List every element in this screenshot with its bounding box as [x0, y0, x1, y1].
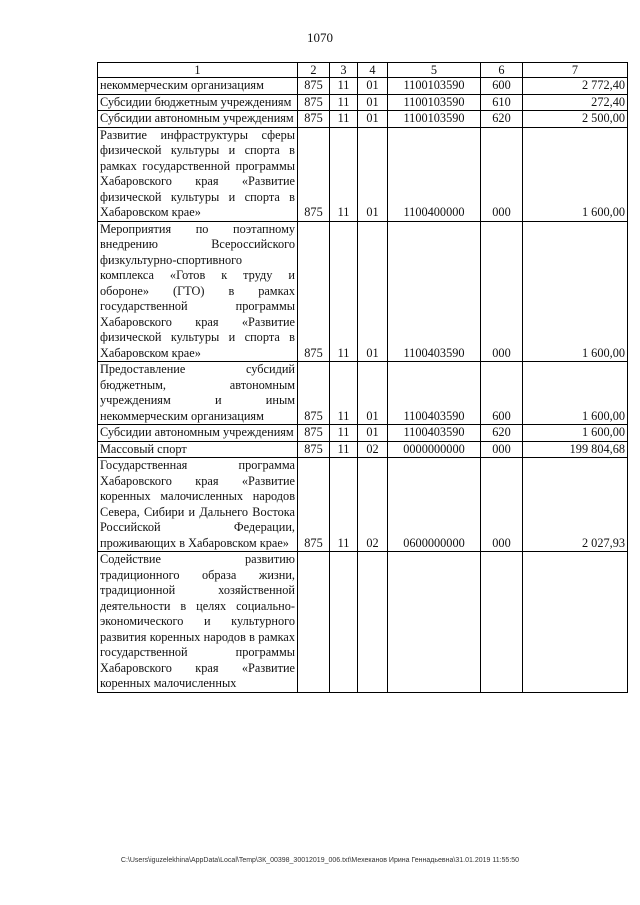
row-expense-type: 000 — [481, 458, 523, 552]
row-subsection: 01 — [358, 425, 388, 442]
row-expense-type: 600 — [481, 362, 523, 425]
row-expense-type: 000 — [481, 127, 523, 221]
table-row — [98, 458, 628, 552]
row-subsection: 02 — [358, 441, 388, 458]
header-row — [98, 63, 628, 78]
row-subsection — [358, 552, 388, 693]
row-amount: 1 600,00 — [523, 221, 628, 362]
row-name: некоммерческим организациям — [98, 78, 298, 95]
row-subsection: 01 — [358, 362, 388, 425]
row-ministry-code: 875 — [298, 362, 330, 425]
row-ministry-code — [298, 552, 330, 693]
row-target-article: 0600000000 — [388, 458, 481, 552]
row-name: Содействие развитию традиционного образа жизни, традиционной хозяйственной деятельности в целях социально-экономического и культурного развития коренных народов в рамках государственной программы Хабаровского края «Развитие коренных малочисленных — [98, 552, 298, 693]
table-row — [98, 552, 628, 693]
row-name: Государственная программа Хабаровского края «Развитие коренных малочисленных народов Севера, Сибири и Дальнего Востока Российской Федерации, проживающих в Хабаровском крае» — [98, 458, 298, 552]
row-section — [330, 552, 358, 693]
row-name: Субсидии автономным учреждениям — [98, 425, 298, 442]
row-amount: 2 027,93 — [523, 458, 628, 552]
row-target-article: 0000000000 — [388, 441, 481, 458]
row-amount: 1 600,00 — [523, 127, 628, 221]
row-subsection: 01 — [358, 221, 388, 362]
row-subsection: 02 — [358, 458, 388, 552]
row-amount: 199 804,68 — [523, 441, 628, 458]
row-subsection: 01 — [358, 94, 388, 111]
row-ministry-code: 875 — [298, 221, 330, 362]
header-col-6: 6 — [481, 63, 523, 78]
row-section: 11 — [330, 78, 358, 95]
row-target-article: 1100103590 — [388, 78, 481, 95]
row-subsection: 01 — [358, 111, 388, 128]
table-row — [98, 94, 628, 111]
row-name: Мероприятия по поэтапному внедрению Всероссийского физкультурно-спортивного комплекса «Готов к труду и обороне» (ГТО) в рамках государственной программы Хабаровского края «Развитие физической культуры и спорта в Хабаровском крае» — [98, 221, 298, 362]
row-ministry-code: 875 — [298, 127, 330, 221]
row-ministry-code: 875 — [298, 111, 330, 128]
row-section: 11 — [330, 94, 358, 111]
row-section: 11 — [330, 458, 358, 552]
row-amount: 1 600,00 — [523, 425, 628, 442]
row-name: Предоставление субсидий бюджетным, автономным учреждениям и иным некоммерческим организациям — [98, 362, 298, 425]
header-col-7: 7 — [523, 63, 628, 78]
table-row — [98, 78, 628, 95]
row-name: Субсидии бюджетным учреждениям — [98, 94, 298, 111]
row-amount: 272,40 — [523, 94, 628, 111]
row-amount — [523, 552, 628, 693]
header-col-5: 5 — [388, 63, 481, 78]
row-ministry-code: 875 — [298, 441, 330, 458]
row-ministry-code: 875 — [298, 78, 330, 95]
row-target-article: 1100403590 — [388, 425, 481, 442]
header-col-1: 1 — [98, 63, 298, 78]
row-ministry-code: 875 — [298, 94, 330, 111]
page-number: 1070 — [307, 30, 333, 45]
row-target-article: 1100400000 — [388, 127, 481, 221]
row-subsection: 01 — [358, 127, 388, 221]
row-expense-type: 000 — [481, 221, 523, 362]
row-section: 11 — [330, 221, 358, 362]
table-row — [98, 127, 628, 221]
table-row — [98, 441, 628, 458]
row-name: Массовый спорт — [98, 441, 298, 458]
row-target-article: 1100103590 — [388, 111, 481, 128]
row-target-article: 1100103590 — [388, 94, 481, 111]
row-section: 11 — [330, 362, 358, 425]
header-col-3: 3 — [330, 63, 358, 78]
header-col-4: 4 — [358, 63, 388, 78]
row-subsection: 01 — [358, 78, 388, 95]
row-section: 11 — [330, 425, 358, 442]
table-row — [98, 111, 628, 128]
row-expense-type: 620 — [481, 425, 523, 442]
row-amount: 2 772,40 — [523, 78, 628, 95]
budget-table — [97, 62, 628, 693]
row-expense-type — [481, 552, 523, 693]
row-expense-type: 600 — [481, 78, 523, 95]
file-path-footer: C:\Users\iguzelekhina\AppData\Local\Temp\ЗК_00398_30012019_006.txt\Мехеканов Ирина Геннадьевна\31.01.2019 11:55:50 — [120, 857, 520, 864]
row-target-article: 1100403590 — [388, 221, 481, 362]
row-name: Развитие инфраструктуры сферы физической культуры и спорта в рамках государственной программы Хабаровского края «Развитие физической культуры и спорта в Хабаровском крае» — [98, 127, 298, 221]
row-amount: 2 500,00 — [523, 111, 628, 128]
row-section: 11 — [330, 111, 358, 128]
table-row — [98, 362, 628, 425]
row-ministry-code: 875 — [298, 425, 330, 442]
row-section: 11 — [330, 441, 358, 458]
row-section: 11 — [330, 127, 358, 221]
table-row — [98, 221, 628, 362]
row-target-article — [388, 552, 481, 693]
row-expense-type: 620 — [481, 111, 523, 128]
row-amount: 1 600,00 — [523, 362, 628, 425]
row-expense-type: 000 — [481, 441, 523, 458]
header-col-2: 2 — [298, 63, 330, 78]
row-target-article: 1100403590 — [388, 362, 481, 425]
row-ministry-code: 875 — [298, 458, 330, 552]
row-name: Субсидии автономным учреждениям — [98, 111, 298, 128]
row-expense-type: 610 — [481, 94, 523, 111]
table-row — [98, 425, 628, 442]
